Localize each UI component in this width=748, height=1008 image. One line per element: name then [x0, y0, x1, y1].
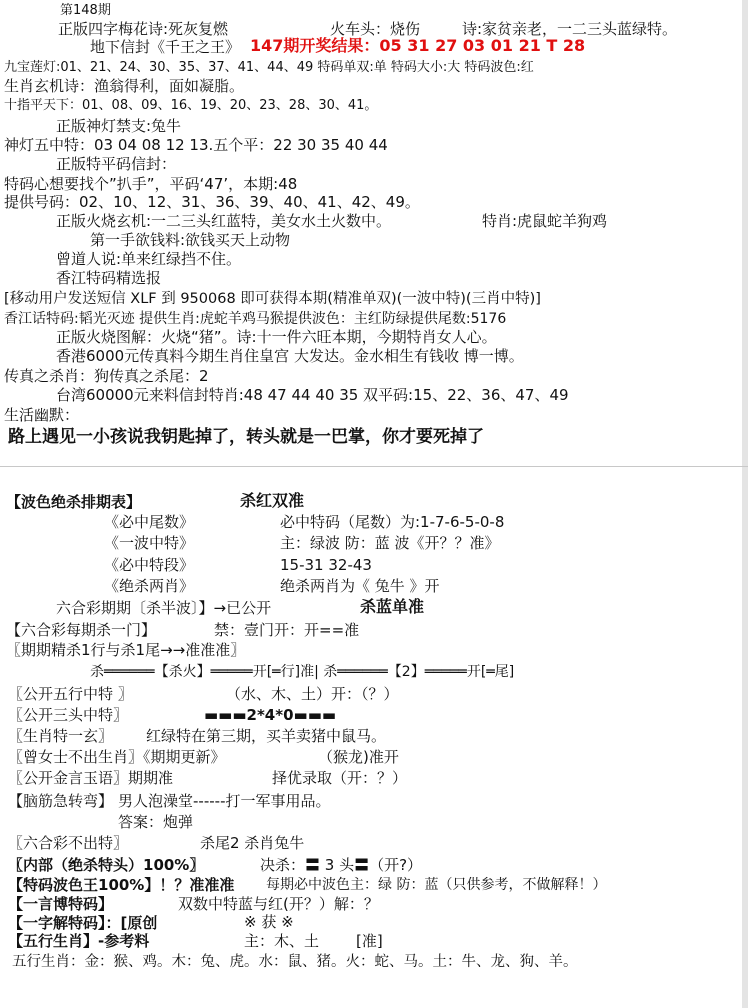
kill-red-even: 杀红双准 [240, 491, 305, 510]
ms-zeng-label: 〖曾女士不出生肖〗《期期更新》 [8, 748, 226, 766]
five-zodiac-list: 五行生肖：金：猴、鸡。木：兔、虎。水：鼠、猪。火：蛇、马。土：牛、龙、狗、羊。 [12, 954, 578, 970]
section-divider [0, 466, 748, 467]
five-element-value: （水、木、土）开：（？） [226, 685, 399, 703]
scrollbar[interactable] [742, 0, 748, 1008]
xiangjiang-talk: 香江话特码:韬光灭迹 提供生肖:虎蛇羊鸡马猴提供波色：主红防绿提供尾数:5176 [4, 311, 507, 327]
five-zodiac-main: 主：木、土 [244, 932, 320, 950]
lamp-ban: 正版神灯禁支:兔牛 [56, 117, 182, 135]
kill-fire-line: 杀══════【杀火】═════开[═行]准| 杀══════【2】═════开[═尾] [90, 664, 515, 680]
lamp-five: 神灯五中特：03 04 08 12 13.五个平：22 30 35 40 44 [4, 136, 388, 154]
humor-heading: 生活幽默： [4, 406, 80, 424]
wave-king-label: 【特码波色王100%】！？准准准 [8, 876, 235, 894]
kill-two-label: 《绝杀两肖》 [104, 577, 195, 595]
one-wave-label: 《一波中特》 [104, 534, 195, 552]
must-tail-label: 《必中尾数》 [104, 513, 195, 531]
flat-code-envelope: 正版特平码信封： [56, 155, 177, 173]
ten-fingers: 十指平天下：01、08、09、16、19、20、23、28、30、41。 [4, 98, 378, 113]
draw-result: 147期开奖结果：05 31 27 03 01 21 T 28 [250, 36, 586, 55]
fire-mystery: 正版火烧玄机:一二三头红蓝特，美女水土火数中。 [56, 212, 392, 230]
riddle-label: 【脑筋急转弯】 [8, 792, 114, 810]
sms-promo: [移动用户发送短信 XLF 到 950068 即可获得本期(精准单双)(一波中特)(三肖中特)] [4, 291, 541, 307]
ms-zeng-value: （猴龙)准开 [318, 748, 399, 766]
poem-line: 诗:家贫亲老，一二三头蓝绿特。 [462, 20, 678, 38]
internal-kill-value: 决杀：〓 3 头〓（开?） [260, 856, 423, 874]
taiwan-material: 台湾60000元来料信封特肖:48 47 44 40 35 双平码:15、22、36、47、49 [56, 386, 569, 404]
xiangjiang-report: 香江特码精选报 [56, 269, 162, 287]
fax-kill: 传真之杀肖：狗传真之杀尾：2 [4, 367, 209, 385]
wave-king-value: 每期必中波色主：绿 防：蓝（只供参考，不做解释！） [266, 877, 607, 893]
zodiac-poem: 生肖玄机诗：渔翁得利，面如凝脂。 [4, 77, 245, 95]
half-wave-label: 六合彩期期〔杀半波〕】→已公开 [56, 599, 272, 617]
underground-envelope: 地下信封《千王之王》 [90, 38, 241, 56]
special-code-heart: 特码心想要找个”扒手”，平码‘47’，本期:48 [4, 175, 298, 193]
no-special-value: 杀尾2 杀肖兔牛 [200, 834, 305, 852]
provided-numbers: 提供号码：02、10、12、31、36、39、40、41、42、49。 [4, 193, 420, 211]
one-char-value: ※ 获 ※ [244, 913, 294, 931]
hk-fax: 香港6000元传真料今期生肖住皇宫 大发达。金水相生有钱收 博一博。 [56, 347, 524, 365]
one-word-value: 双数中特蓝与红(开？）解：？ [178, 895, 379, 913]
one-wave-value: 主：绿波 防：蓝 波《开？？准》 [280, 534, 500, 552]
zeng-says: 曾道人说:单来红绿挡不住。 [56, 250, 242, 268]
nine-lotus: 九宝莲灯:01、21、24、30、35、37、41、44、49 特码单双:单 特码大小:大 特码波色:红 [4, 60, 534, 75]
must-segment-label: 《必中特段》 [104, 556, 195, 574]
five-element-label: 〖公开五行中特 〗 [8, 685, 133, 703]
special-zodiac: 特肖:虎鼠蛇羊狗鸡 [482, 212, 608, 230]
no-special-label: 〖六合彩不出特〗 [8, 834, 129, 852]
five-zodiac-accurate: [准] [356, 932, 383, 950]
issue-number: 第148期 [60, 3, 111, 18]
kill-one-door-label: 【六合彩每期杀一门】 [6, 621, 157, 639]
must-tail-value: 必中特码（尾数）为:1-7-6-5-0-8 [280, 513, 505, 531]
zodiac-mystery-value: 红绿特在第三期，买羊卖猪中鼠马。 [146, 727, 387, 745]
three-head-value: ▬▬▬2*4*0▬▬▬ [204, 706, 337, 724]
humor-joke: 路上遇见一小孩说我钥匙掉了，转头就是一巴掌，你才要死掉了 [8, 427, 484, 447]
golden-words-value: 择优录取（开：？） [272, 769, 408, 787]
zodiac-mystery-label: 〖生肖特一玄〗 [8, 727, 114, 745]
five-zodiac-label: 【五行生肖】-参考料 [8, 932, 150, 950]
riddle-answer: 答案：炮弹 [118, 813, 194, 831]
must-segment-value: 15-31 32-43 [280, 556, 372, 574]
kill-blue-odd: 杀蓝单准 [360, 597, 425, 616]
train-head: 火车头：烧伤 [330, 20, 421, 38]
riddle-question: 男人泡澡堂------打一军事用品。 [118, 792, 331, 810]
three-head-label: 〖公开三头中特〗 [8, 706, 129, 724]
one-char-label: 【一字解特码】：[原创 [8, 914, 158, 932]
internal-kill-label: 〖内部（绝杀特头）100%〗 [8, 856, 205, 874]
kill-two-value: 绝杀两肖为《 兔牛 》开 [280, 577, 440, 595]
fire-diagram: 正版火烧图解：火烧“猪”。诗:十一件六旺本期，今期特肖女人心。 [56, 328, 497, 346]
kill-one-door-value: 禁：壹门开：开==准 [214, 621, 360, 639]
plum-poem: 正版四字梅花诗:死灰复燃 [58, 20, 229, 38]
golden-words-label: 〖公开金言玉语〗期期准 [8, 769, 174, 787]
one-word-label: 【一言博特码】 [8, 895, 114, 913]
first-hand: 第一手欲钱料:欲钱买天上动物 [90, 231, 291, 249]
wave-kill-table-title: 【波色绝杀排期表】 [6, 493, 142, 511]
kill-row-tail: 〖期期精杀1行与杀1尾→→准准准〗 [6, 641, 246, 659]
